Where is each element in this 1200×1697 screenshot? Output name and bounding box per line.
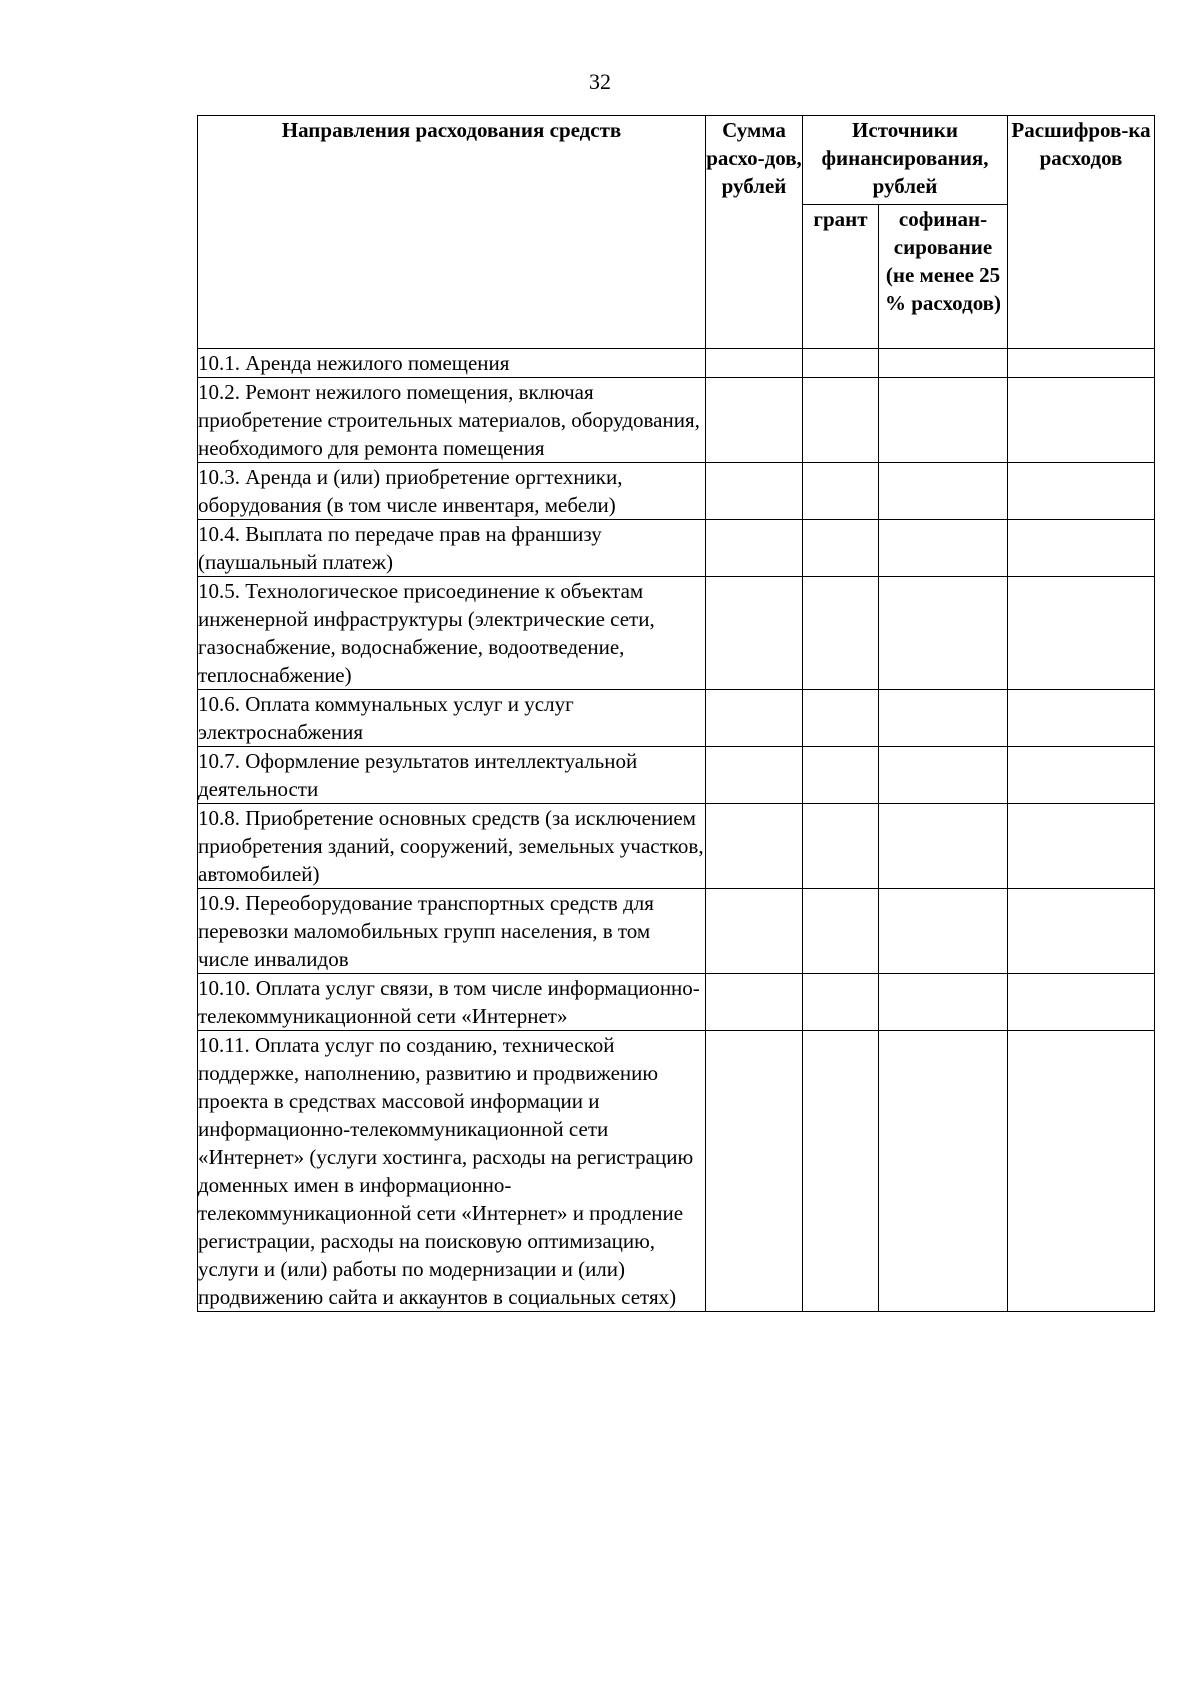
table-row [198, 1031, 1155, 1312]
cell-grant [803, 520, 879, 577]
cell-detail [1008, 378, 1155, 463]
cell-cofinancing [879, 804, 1008, 889]
table-row [198, 974, 1155, 1031]
cell-grant [803, 804, 879, 889]
cell-grant [803, 1031, 879, 1312]
table-row [198, 349, 1155, 378]
cell-detail [1008, 804, 1155, 889]
table-row [198, 690, 1155, 747]
cell-detail [1008, 889, 1155, 974]
cell-cofinancing [879, 520, 1008, 577]
header-grant-label: грант [813, 207, 868, 231]
cell-detail [1008, 747, 1155, 804]
cell-sum [706, 463, 803, 520]
table-row [198, 520, 1155, 577]
cell-direction: 10.5. Технологическое присоединение к объектам инженерной инфраструктуры (электрические сети, газоснабжение, водоснабжение, водоотведение, теплоснабжение) [198, 577, 706, 690]
cell-direction: 10.2. Ремонт нежилого помещения, включая приобретение строительных материалов, оборудования, необходимого для ремонта помещения [198, 378, 706, 463]
cell-direction: 10.1. Аренда нежилого помещения [198, 349, 706, 378]
cell-direction: 10.7. Оформление результатов интеллектуальной деятельности [198, 747, 706, 804]
cell-detail [1008, 1031, 1155, 1312]
table-row [198, 577, 1155, 690]
header-sum-label: Сумма расхо-дов, рублей [706, 118, 802, 198]
table-row [198, 889, 1155, 974]
cell-direction: 10.3. Аренда и (или) приобретение оргтехники, оборудования (в том числе инвентаря, мебели) [198, 463, 706, 520]
table-row [198, 378, 1155, 463]
cell-grant [803, 889, 879, 974]
cell-sum [706, 378, 803, 463]
cell-direction: 10.9. Переоборудование транспортных средств для перевозки маломобильных групп населения, в том числе инвалидов [198, 889, 706, 974]
cell-cofinancing [879, 974, 1008, 1031]
cell-detail [1008, 577, 1155, 690]
cell-sum [706, 974, 803, 1031]
cell-grant [803, 577, 879, 690]
header-direction [198, 116, 706, 349]
cell-cofinancing [879, 747, 1008, 804]
cell-cofinancing [879, 577, 1008, 690]
cell-detail [1008, 974, 1155, 1031]
header-grant [803, 205, 879, 349]
cell-sum [706, 690, 803, 747]
cell-direction: 10.4. Выплата по передаче прав на франшизу (паушальный платеж) [198, 520, 706, 577]
cell-sum [706, 1031, 803, 1312]
header-detail-label: Расшифров-ка расходов [1011, 118, 1151, 170]
cell-sum [706, 747, 803, 804]
cell-detail [1008, 463, 1155, 520]
cell-direction: 10.11. Оплата услуг по созданию, технической поддержке, наполнению, развитию и продвижению проекта в средствах массовой информации и информационно-телекоммуникационной сети «Интернет» (услуги хостинга, расходы на регистрацию доменных имен в информационно-телекоммуникационной сети «Интернет» и продление регистрации, расходы на поисковую оптимизацию, услуги и (или) работы по модернизации и (или) продвижению сайта и аккаунтов в социальных сетях) [198, 1031, 706, 1312]
cell-direction: 10.10. Оплата услуг связи, в том числе информационно-телекоммуникационной сети «Интернет» [198, 974, 706, 1031]
cell-cofinancing [879, 463, 1008, 520]
cell-cofinancing [879, 690, 1008, 747]
table-row [198, 747, 1155, 804]
cell-direction: 10.8. Приобретение основных средств (за исключением приобретения зданий, сооружений, земельных участков, автомобилей) [198, 804, 706, 889]
header-sum [706, 116, 803, 349]
table-body [198, 349, 1155, 1312]
cell-grant [803, 463, 879, 520]
header-detail [1008, 116, 1155, 349]
header-direction-label: Направления расходования средств [281, 118, 622, 142]
table-header-row [198, 116, 1155, 205]
page-number: 32 [589, 69, 611, 94]
cell-cofinancing [879, 378, 1008, 463]
cell-direction: 10.6. Оплата коммунальных услуг и услуг электроснабжения [198, 690, 706, 747]
cell-sum [706, 804, 803, 889]
cell-grant [803, 747, 879, 804]
header-cofinancing-label: софинан-сирование (не менее 25 % расходов) [885, 207, 1002, 315]
table-row [198, 804, 1155, 889]
cell-sum [706, 520, 803, 577]
cell-sum [706, 577, 803, 690]
cell-grant [803, 690, 879, 747]
cell-detail [1008, 349, 1155, 378]
cell-sum [706, 889, 803, 974]
cell-sum [706, 349, 803, 378]
cell-cofinancing [879, 1031, 1008, 1312]
header-cofinancing [879, 205, 1008, 349]
cell-grant [803, 378, 879, 463]
cell-detail [1008, 520, 1155, 577]
cell-detail [1008, 690, 1155, 747]
cell-grant [803, 349, 879, 378]
table-row [198, 463, 1155, 520]
cell-cofinancing [879, 349, 1008, 378]
header-sources [803, 116, 1008, 205]
header-sources-label: Источники финансирования, рублей [821, 118, 989, 198]
cell-grant [803, 974, 879, 1031]
cell-cofinancing [879, 889, 1008, 974]
expenses-table [197, 115, 1155, 1312]
